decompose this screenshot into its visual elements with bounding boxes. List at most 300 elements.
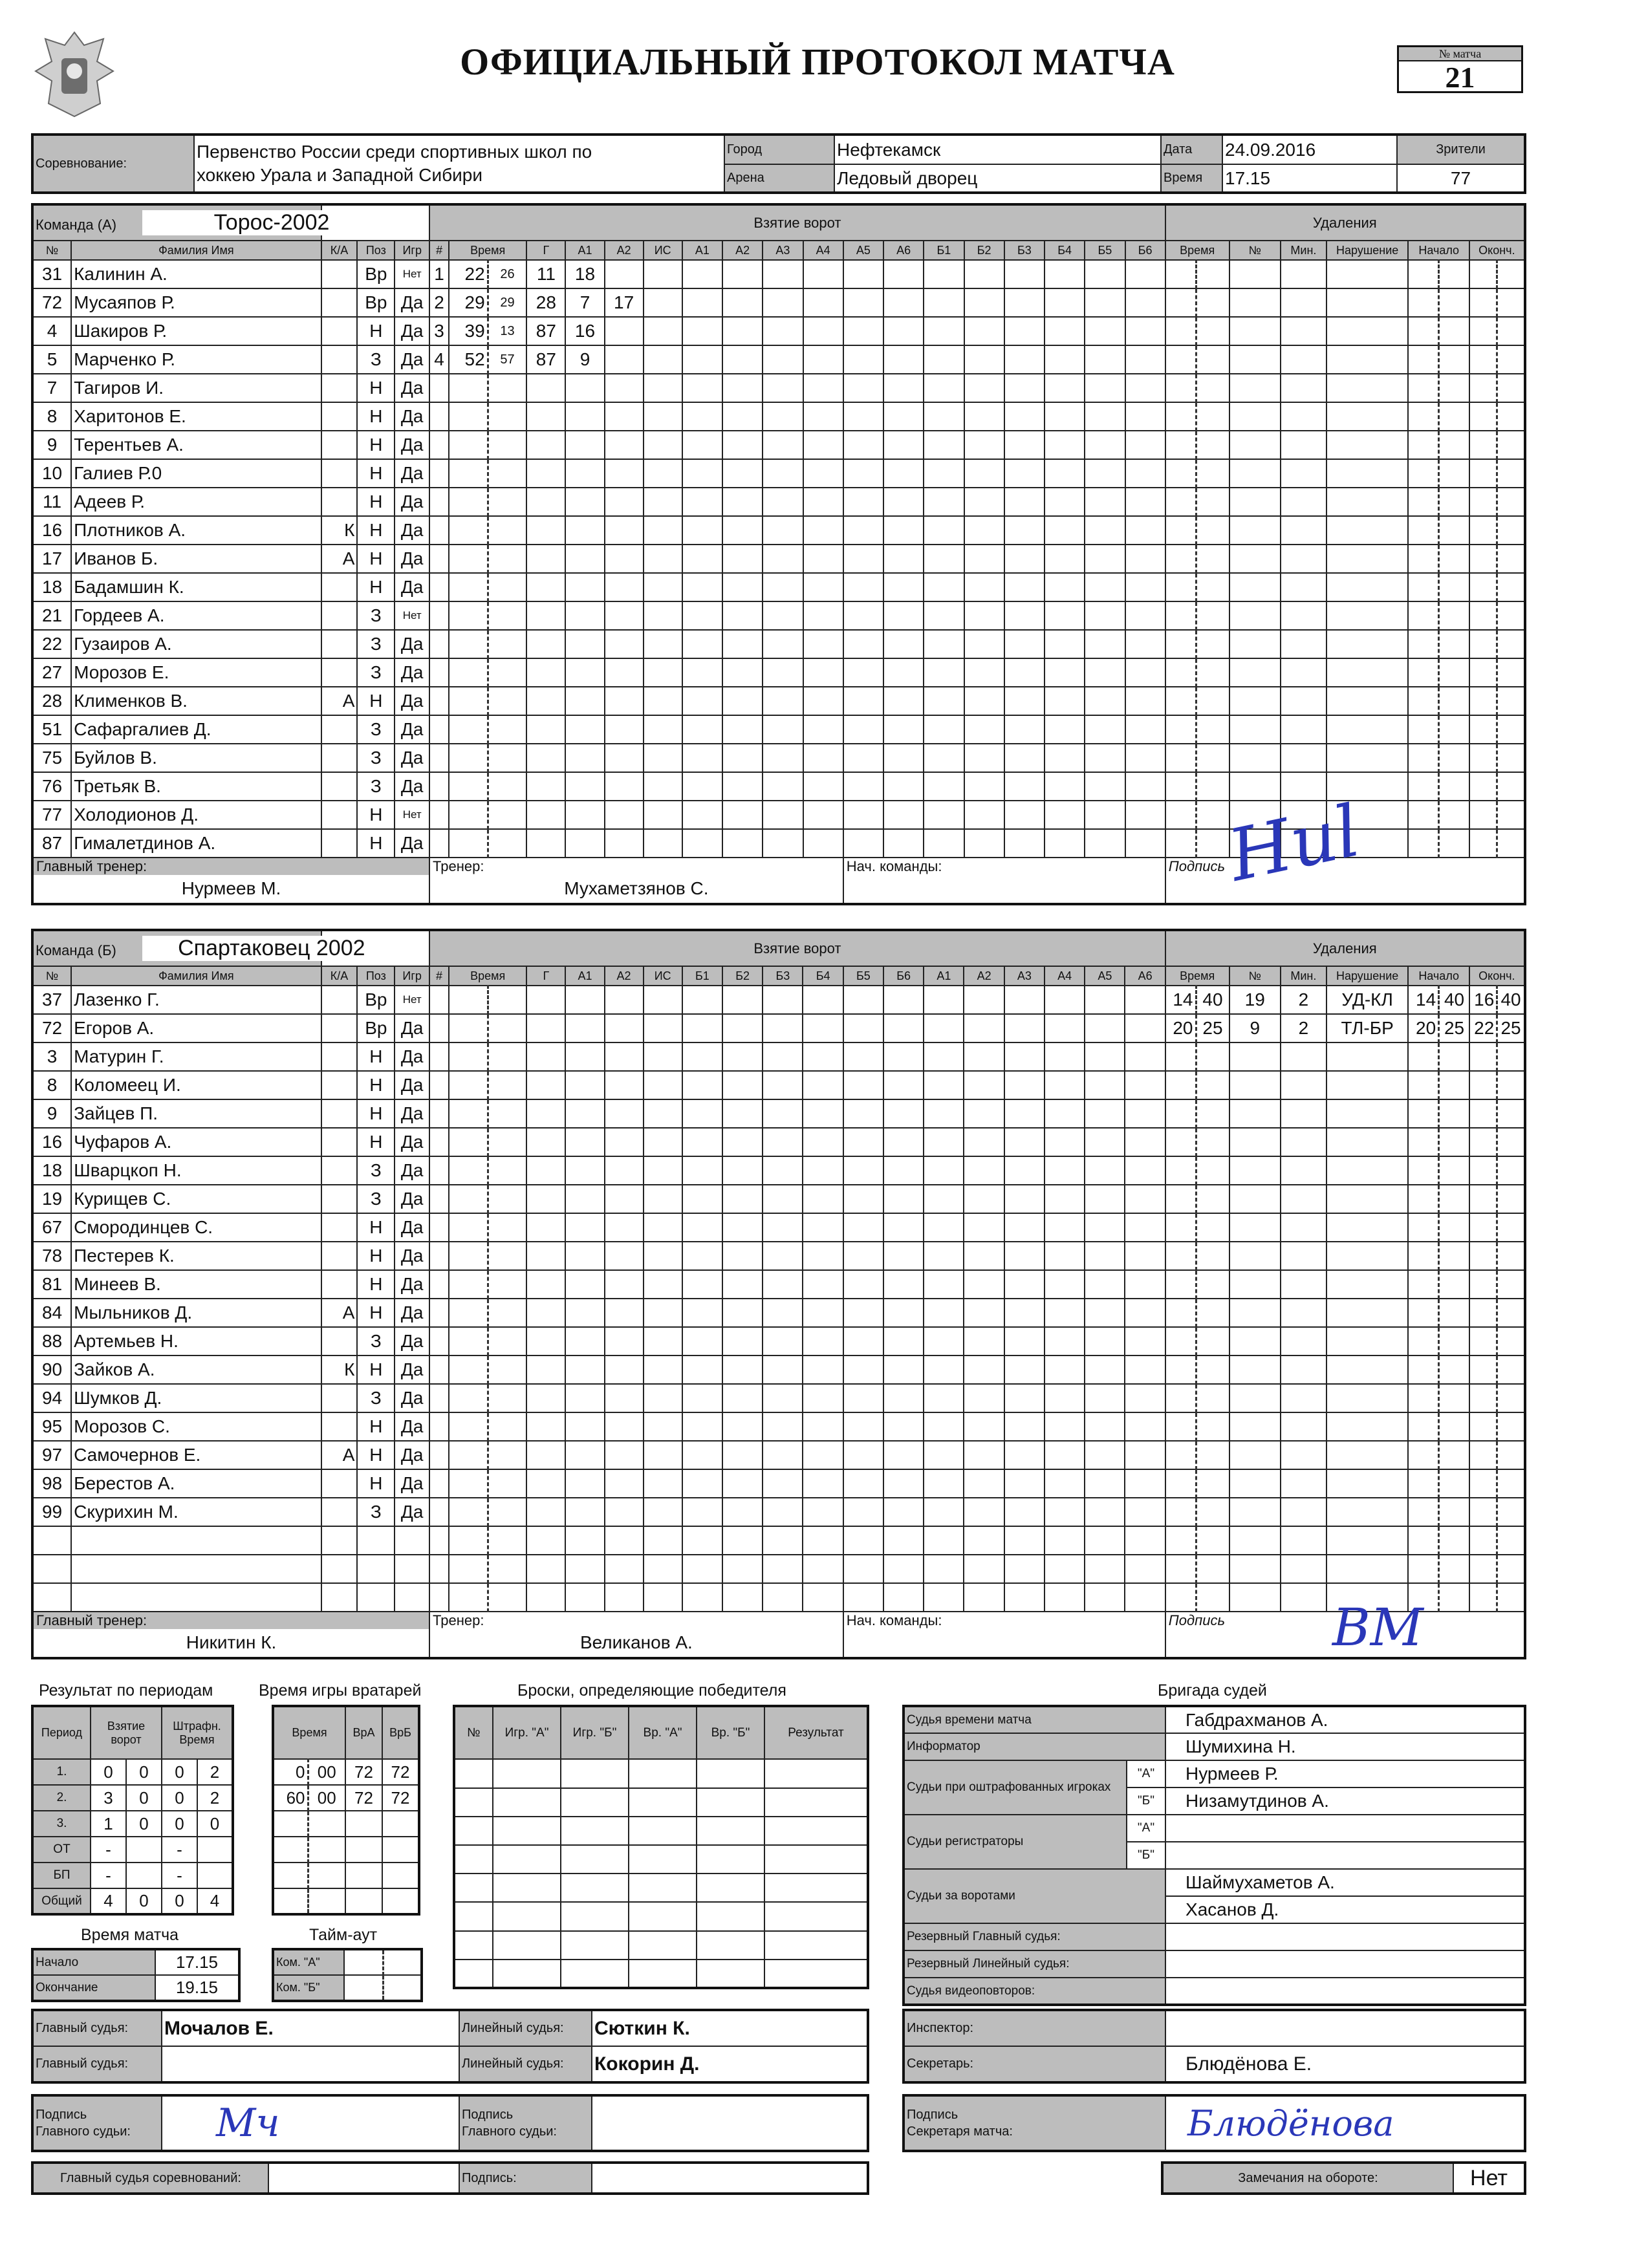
player-plays: Нет [395, 801, 429, 829]
player-plays: Да [395, 345, 429, 374]
player-pos: Н [357, 801, 395, 829]
player-plays: Да [395, 374, 429, 402]
col-line-1: Б2 [722, 966, 763, 986]
player-name: Тагиров И. [71, 374, 321, 402]
player-captain [321, 1213, 358, 1242]
player-plays: Да [395, 772, 429, 801]
sig-sec-label-b: Секретаря матча: [907, 2124, 1013, 2139]
player-plays [395, 1583, 429, 1612]
player-row [32, 1213, 1525, 1242]
shots-col-2: Игр. "Б" [561, 1706, 629, 1759]
col-line-2: А3 [763, 241, 803, 260]
competition-line2: хоккею Урала и Западной Сибири [197, 165, 482, 185]
player-plays: Да [395, 1299, 429, 1327]
player-no: 94 [32, 1384, 71, 1412]
pen-time: Время [1165, 241, 1229, 260]
player-plays [395, 1526, 429, 1555]
col-no: № [32, 241, 71, 260]
goal-num: 1 [429, 260, 449, 288]
line-judge-label-1: Линейный судья: [459, 2010, 592, 2046]
goalie-sec [308, 1888, 345, 1914]
player-captain [321, 1242, 358, 1270]
period-row [32, 1811, 233, 1837]
player-plays: Да [395, 829, 429, 858]
period-pen-b [197, 1863, 233, 1888]
player-pos: З [357, 601, 395, 630]
period-pen-b [197, 1837, 233, 1863]
pen-infraction-val: УД-КЛ [1326, 986, 1409, 1014]
player-no: 31 [32, 260, 71, 288]
player-name [71, 1583, 321, 1612]
col-line-10: Б5 [1085, 241, 1125, 260]
goalie-a: 72 [345, 1785, 382, 1811]
period-name: 3. [32, 1811, 91, 1837]
col-line-4: Б5 [843, 966, 883, 986]
player-captain [321, 402, 358, 431]
goalie-time-header: Время [273, 1706, 345, 1759]
timeout-table [272, 1948, 423, 2002]
period-row [32, 1759, 233, 1785]
player-row [32, 1270, 1525, 1299]
pen-sec-val: 40 [1196, 986, 1229, 1014]
player-captain [321, 1498, 358, 1526]
goal-a1: 16 [565, 317, 604, 345]
comp-main-judge-label: Главный судья соревнований: [32, 2163, 268, 2194]
player-row [32, 402, 1525, 431]
scorer-a-tag: "А" [1127, 1815, 1165, 1842]
goalie-min [273, 1811, 308, 1837]
player-row [32, 1498, 1525, 1526]
video-judge-label: Судья видеоповторов: [904, 1978, 1165, 2005]
player-captain [321, 986, 358, 1014]
player-captain: А [321, 1299, 358, 1327]
col-line-7: А2 [964, 966, 1004, 986]
player-name: Морозов С. [71, 1412, 321, 1441]
period-row [32, 1785, 233, 1811]
goal-scorer: 11 [526, 260, 565, 288]
match-time-table [31, 1948, 241, 2002]
player-no: 16 [32, 1128, 71, 1156]
periods-title: Результат по периодам [39, 1681, 213, 1700]
arena-label: Арена [724, 164, 834, 193]
player-name: Гордеев А. [71, 601, 321, 630]
player-row [32, 516, 1525, 545]
player-pos: Н [357, 1299, 395, 1327]
player-no: 97 [32, 1441, 71, 1469]
penalty-judges-label: Судьи при оштрафованных игроках [904, 1760, 1127, 1815]
period-goals-b: 0 [126, 1759, 162, 1785]
player-name: Минеев В. [71, 1270, 321, 1299]
player-pos [357, 1526, 395, 1555]
col-line-8: А3 [1004, 966, 1045, 986]
player-plays: Да [395, 744, 429, 772]
player-name: Буйлов В. [71, 744, 321, 772]
sig-main-label-1b: Главного судьи: [36, 2124, 131, 2139]
comp-sign-label: Подпись: [459, 2163, 592, 2194]
pen-min: Мин. [1281, 241, 1326, 260]
player-plays: Да [395, 630, 429, 658]
player-plays [395, 1555, 429, 1583]
goal-scorer: 87 [526, 317, 565, 345]
main-signature-table [31, 2094, 869, 2152]
goal-judge-2: Хасанов Д. [1165, 1896, 1525, 1923]
col-g: Г [526, 966, 565, 986]
secretary-label: Секретарь: [904, 2046, 1165, 2082]
player-pos: Н [357, 1355, 395, 1384]
shots-col-0: № [454, 1706, 493, 1759]
signature-label: Подпись [1168, 858, 1226, 874]
player-plays: Да [395, 1185, 429, 1213]
player-pos: Н [357, 1213, 395, 1242]
penalties-title: Удаления [1165, 930, 1525, 966]
goal-a2 [605, 317, 644, 345]
chief-label: Нач. команды: [846, 858, 942, 874]
player-pos: З [357, 345, 395, 374]
col-is: ИС [644, 966, 682, 986]
player-no: 21 [32, 601, 71, 630]
period-pen-b: 0 [197, 1811, 233, 1837]
shots-table [453, 1705, 869, 1989]
shots-col-4: Вр. "Б" [697, 1706, 764, 1759]
pen-infraction: Нарушение [1326, 241, 1409, 260]
player-row [32, 1156, 1525, 1185]
player-no: 87 [32, 829, 71, 858]
penalty-judge-a: Нурмеев Р. [1165, 1760, 1525, 1787]
inspector-table [902, 2009, 1526, 2084]
goalie-sec: 00 [308, 1759, 345, 1785]
player-plays: Нет [395, 986, 429, 1014]
goal-scorer: 87 [526, 345, 565, 374]
player-row [32, 1384, 1525, 1412]
line-judge-1: Сюткин К. [592, 2010, 868, 2046]
player-plays: Да [395, 488, 429, 516]
player-plays: Да [395, 573, 429, 601]
period-goals-a: 0 [91, 1759, 126, 1785]
goal-a1: 7 [565, 288, 604, 317]
pen-start-min: 14 [1408, 986, 1438, 1014]
goal-sec: 26 [488, 260, 526, 288]
coach-value: Нурмеев М. [181, 878, 281, 898]
scorer-label: Судьи регистраторы [904, 1815, 1127, 1869]
remarks-table [1161, 2161, 1526, 2195]
player-captain [321, 573, 358, 601]
goal-a2 [605, 345, 644, 374]
player-pos: Н [357, 1469, 395, 1498]
goalie-a: 72 [345, 1759, 382, 1785]
player-captain [321, 1384, 358, 1412]
goalie-a [345, 1837, 382, 1863]
date-label: Дата [1161, 135, 1222, 164]
period-pen-header: Штрафн. Время [162, 1706, 233, 1759]
team-b-signature: BM [1332, 1597, 1424, 1658]
time-value: 17.15 [1222, 164, 1397, 193]
goalie-table [272, 1705, 420, 1916]
period-row [32, 1837, 233, 1863]
remarks-value: Нет [1453, 2163, 1525, 2194]
player-plays: Да [395, 715, 429, 744]
player-captain [321, 1270, 358, 1299]
player-captain [321, 488, 358, 516]
chief-label: Нач. команды: [846, 1612, 942, 1628]
goalie-min [273, 1888, 308, 1914]
goalie-min: 0 [273, 1759, 308, 1785]
player-name: Холодионов Д. [71, 801, 321, 829]
officials-table [31, 2009, 869, 2084]
player-no: 72 [32, 288, 71, 317]
player-row [32, 1526, 1525, 1555]
col-line-1: А2 [722, 241, 763, 260]
shots-col-1: Игр. "А" [493, 1706, 561, 1759]
match-number-label: № матча [1399, 47, 1521, 61]
arena-value: Ледовый дворец [834, 164, 1161, 193]
period-name: ОТ [32, 1837, 91, 1863]
player-plays: Да [395, 1327, 429, 1355]
player-plays: Да [395, 1412, 429, 1441]
player-no: 90 [32, 1355, 71, 1384]
goal-is [644, 260, 682, 288]
period-name: БП [32, 1863, 91, 1888]
penalty-judge-b: Низамутдинов А. [1165, 1787, 1525, 1815]
pen-end: Оконч. [1469, 241, 1525, 260]
player-captain [321, 1469, 358, 1498]
player-pos: З [357, 772, 395, 801]
pen-start: Начало [1408, 241, 1469, 260]
player-pos: Н [357, 516, 395, 545]
timeout-b-label: Ком. "Б" [273, 1975, 344, 2001]
goalie-sec [308, 1837, 345, 1863]
period-pen-a: 0 [162, 1811, 197, 1837]
player-no: 72 [32, 1014, 71, 1042]
player-name [71, 1555, 321, 1583]
pen-start-min: 20 [1408, 1014, 1438, 1042]
player-captain: А [321, 687, 358, 715]
player-no: 78 [32, 1242, 71, 1270]
player-no: 17 [32, 545, 71, 573]
player-pos: Вр [357, 986, 395, 1014]
player-no [32, 1583, 71, 1612]
player-plays: Да [395, 545, 429, 573]
player-no [32, 1526, 71, 1555]
player-plays: Да [395, 402, 429, 431]
player-plays: Да [395, 1099, 429, 1128]
player-no: 51 [32, 715, 71, 744]
player-pos: Н [357, 431, 395, 459]
col-play: Игр [395, 241, 429, 260]
penalty-b-tag: "Б" [1127, 1787, 1165, 1815]
player-captain [321, 1071, 358, 1099]
goalie-row [273, 1837, 419, 1863]
player-no: 95 [32, 1412, 71, 1441]
player-pos: Н [357, 488, 395, 516]
goal-judge-1: Шаймухаметов А. [1165, 1869, 1525, 1896]
coach-value: Никитин К. [186, 1632, 277, 1652]
team-b-section [31, 929, 1524, 1659]
pen-infraction-val: ТЛ-БР [1326, 1014, 1409, 1042]
referees-title: Бригада судей [1158, 1681, 1267, 1700]
shots-title: Броски, определяющие победителя [517, 1681, 786, 1700]
player-pos: Н [357, 402, 395, 431]
player-captain: А [321, 545, 358, 573]
main-judge-2 [162, 2046, 459, 2082]
shots-col-3: Вр. "А" [629, 1706, 697, 1759]
player-no: 16 [32, 516, 71, 545]
player-no: 67 [32, 1213, 71, 1242]
period-goals-b [126, 1863, 162, 1888]
player-no: 18 [32, 573, 71, 601]
city-value: Нефтекамск [834, 135, 1161, 164]
goalie-b: 72 [382, 1785, 419, 1811]
player-no: 3 [32, 1042, 71, 1071]
player-row [32, 260, 1525, 288]
player-name: Берестов А. [71, 1469, 321, 1498]
player-row [32, 601, 1525, 630]
timekeeper-label: Судья времени матча [904, 1706, 1165, 1733]
col-name: Фамилия Имя [71, 966, 321, 986]
main-judge-1: Мочалов Е. [162, 2010, 459, 2046]
player-captain [321, 801, 358, 829]
col-name: Фамилия Имя [71, 241, 321, 260]
player-plays: Да [395, 1441, 429, 1469]
player-pos: З [357, 1327, 395, 1355]
goalie-row [273, 1863, 419, 1888]
team-label-text: Команда (А) [36, 217, 117, 233]
goal-num: 4 [429, 345, 449, 374]
player-plays: Да [395, 317, 429, 345]
pen-minutes: 2 [1281, 1014, 1326, 1042]
col-ka: К/А [321, 241, 358, 260]
player-no: 11 [32, 488, 71, 516]
player-pos: З [357, 1384, 395, 1412]
pen-end-min: 22 [1469, 1014, 1497, 1042]
player-row [32, 488, 1525, 516]
player-plays: Да [395, 1242, 429, 1270]
player-row [32, 630, 1525, 658]
time-label: Время [1161, 164, 1222, 193]
goalie-row [273, 1785, 419, 1811]
player-captain [321, 288, 358, 317]
player-captain [321, 1555, 358, 1583]
player-row [32, 1555, 1525, 1583]
player-pos: Н [357, 1242, 395, 1270]
col-line-5: А6 [883, 241, 924, 260]
player-captain [321, 1099, 358, 1128]
player-pos: Н [357, 374, 395, 402]
player-pos: Н [357, 1128, 395, 1156]
inspector-value [1165, 2010, 1525, 2046]
period-pen-b: 2 [197, 1759, 233, 1785]
goals-title: Взятие ворот [429, 204, 1165, 241]
player-captain [321, 772, 358, 801]
competition-line1: Первенство России среди спортивных школ по [197, 142, 592, 162]
team-label [32, 204, 330, 241]
col-line-9: Б4 [1045, 241, 1085, 260]
player-pos: Вр [357, 288, 395, 317]
sig-main-label-2a: Подпись [462, 2108, 514, 2122]
player-name: Марченко Р. [71, 345, 321, 374]
pen-start-sec: 40 [1439, 986, 1469, 1014]
player-row [32, 1299, 1525, 1327]
team-a-signature: Hul [1221, 789, 1367, 898]
player-captain: К [321, 1355, 358, 1384]
match-end-label: Окончание [32, 1975, 155, 2001]
col-line-2: Б3 [763, 966, 803, 986]
player-row [32, 1071, 1525, 1099]
trainer-label: Тренер: [433, 1612, 484, 1628]
player-name: Харитонов Е. [71, 402, 321, 431]
player-no: 28 [32, 687, 71, 715]
player-row [32, 658, 1525, 687]
pen-end: Оконч. [1469, 966, 1525, 986]
player-name: Морозов Е. [71, 658, 321, 687]
player-plays: Да [395, 1355, 429, 1384]
player-name: Шумков Д. [71, 1384, 321, 1412]
informer-label: Информатор [904, 1733, 1165, 1760]
goalie-min: 60 [273, 1785, 308, 1811]
player-name: Матурин Г. [71, 1042, 321, 1071]
goal-judges-label: Судьи за воротами [904, 1869, 1165, 1923]
player-name: Галиев Р.0 [71, 459, 321, 488]
match-time-title: Время матча [81, 1926, 179, 1944]
player-no: 9 [32, 431, 71, 459]
line-judge-2: Кокорин Д. [592, 2046, 868, 2082]
period-pen-a: - [162, 1837, 197, 1863]
player-captain [321, 829, 358, 858]
sig-main-label-2b: Главного судьи: [462, 2124, 557, 2139]
player-captain [321, 459, 358, 488]
match-number-box [1397, 45, 1523, 93]
player-name: Калинин А. [71, 260, 321, 288]
player-row [32, 1469, 1525, 1498]
player-no: 81 [32, 1270, 71, 1299]
goal-a2: 17 [605, 288, 644, 317]
player-row [32, 986, 1525, 1014]
player-pos: Н [357, 1071, 395, 1099]
player-no: 7 [32, 374, 71, 402]
goals-title: Взятие ворот [429, 930, 1165, 966]
pen-min-val: 14 [1165, 986, 1196, 1014]
player-row [32, 1412, 1525, 1441]
pen-end-sec: 40 [1497, 986, 1525, 1014]
player-name: Егоров А. [71, 1014, 321, 1042]
period-goals-a: 1 [91, 1811, 126, 1837]
player-no: 98 [32, 1469, 71, 1498]
pen-min: Мин. [1281, 966, 1326, 986]
pen-end-sec: 25 [1497, 1014, 1525, 1042]
col-line-3: Б4 [803, 966, 843, 986]
player-captain [321, 1526, 358, 1555]
player-plays: Да [395, 516, 429, 545]
player-name: Скурихин М. [71, 1498, 321, 1526]
col-line-8: Б3 [1004, 241, 1045, 260]
player-row [32, 1355, 1525, 1384]
scorer-a [1165, 1815, 1525, 1842]
player-captain [321, 1042, 358, 1071]
player-pos: Н [357, 1042, 395, 1071]
player-name: Смородинцев С. [71, 1213, 321, 1242]
player-no: 5 [32, 345, 71, 374]
player-pos [357, 1555, 395, 1583]
player-captain [321, 658, 358, 687]
col-num: # [429, 241, 449, 260]
player-row [32, 1014, 1525, 1042]
player-row [32, 1242, 1525, 1270]
player-name: Третьяк В. [71, 772, 321, 801]
secretary-value: Блюдёнова Е. [1165, 2046, 1525, 2082]
player-captain [321, 1412, 358, 1441]
player-plays: Да [395, 1071, 429, 1099]
periods-table [31, 1705, 234, 1916]
date-value: 24.09.2016 [1222, 135, 1397, 164]
